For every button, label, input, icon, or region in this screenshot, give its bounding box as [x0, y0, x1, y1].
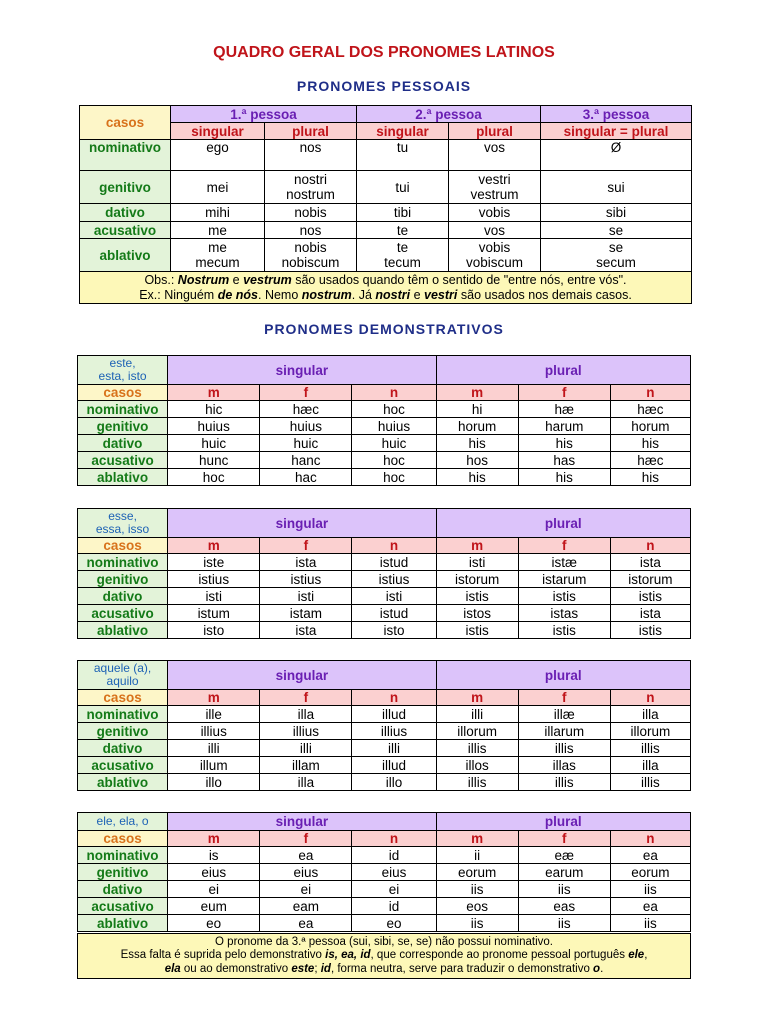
table-cell: huius: [352, 418, 436, 435]
gender-header: n: [610, 538, 690, 554]
case-label: ablativo: [78, 915, 168, 932]
table-cell: hoc: [168, 469, 260, 486]
table-cell: harum: [518, 418, 610, 435]
table-cell: nostri nostrum: [265, 171, 357, 204]
case-label: acusativo: [78, 605, 168, 622]
table-cell: illis: [518, 740, 610, 757]
plural-header: plural: [436, 661, 690, 690]
table-cell: hæc: [610, 452, 690, 469]
pronoun-label: esse, essa, isso: [78, 509, 168, 538]
gender-header: n: [352, 690, 436, 706]
number-header: singular: [171, 123, 265, 140]
demonstrative-note-table: [77, 933, 691, 979]
table-cell: isto: [352, 622, 436, 639]
table-cell: hoc: [352, 469, 436, 486]
table-cell: istud: [352, 554, 436, 571]
table-cell: eorum: [610, 864, 690, 881]
table-cell: tu: [357, 140, 449, 171]
table-cell: te: [357, 222, 449, 239]
table-cell: eius: [168, 864, 260, 881]
table-cell: vobis: [449, 204, 541, 222]
case-label: nominativo: [80, 140, 171, 171]
table-cell: hi: [436, 401, 518, 418]
table-cell: me: [171, 222, 265, 239]
personal-note: [80, 272, 692, 304]
note-text: O pronome da 3.ª pessoa (sui, sibi, se, se) não possui nominativo.: [215, 935, 553, 948]
table-cell: istud: [352, 605, 436, 622]
page-title: QUADRO GERAL DOS PRONOMES LATINOS: [213, 44, 555, 61]
table-cell: mei: [171, 171, 265, 204]
case-label: genitivo: [78, 418, 168, 435]
table-cell: hoc: [352, 401, 436, 418]
person-3-header: 3.ª pessoa: [541, 106, 692, 123]
table-cell: illius: [168, 723, 260, 740]
table-cell: nobis nobiscum: [265, 239, 357, 272]
note-emphasis: vestrum: [243, 273, 292, 287]
note-text: . Já: [351, 287, 376, 302]
case-label: ablativo: [80, 239, 171, 272]
table-cell: iis: [610, 881, 690, 898]
plural-header: plural: [436, 356, 690, 385]
note-text: Obs.:: [144, 273, 178, 287]
note-emphasis: nostri: [375, 287, 411, 302]
singular-header: singular: [168, 356, 436, 385]
table-cell: eo: [168, 915, 260, 932]
table-cell: istis: [610, 622, 690, 639]
case-label: acusativo: [78, 898, 168, 915]
note-emphasis: Nostrum: [177, 273, 230, 287]
table-cell: isti: [260, 588, 352, 605]
table-cell: illis: [518, 774, 610, 791]
table-cell: ei: [168, 881, 260, 898]
table-cell: ea: [260, 847, 352, 864]
table-cell: istos: [436, 605, 518, 622]
table-cell: vobis vobiscum: [449, 239, 541, 272]
case-label: nominativo: [78, 554, 168, 571]
table-cell: huic: [260, 435, 352, 452]
table-cell: illis: [436, 774, 518, 791]
table-cell: isti: [436, 554, 518, 571]
table-cell: illum: [168, 757, 260, 774]
table-cell: illius: [352, 723, 436, 740]
number-header: plural: [265, 123, 357, 140]
table-cell: iis: [436, 881, 518, 898]
note-emphasis: nostrum: [301, 287, 352, 302]
note-emphasis: id: [320, 962, 331, 975]
pronoun-label: aquele (a), aquilo: [78, 661, 168, 690]
table-cell: his: [518, 469, 610, 486]
case-label: dativo: [80, 204, 171, 222]
note-text: Ex.: Ninguém: [139, 287, 218, 302]
casos-header: casos: [78, 538, 168, 554]
table-cell: his: [436, 469, 518, 486]
gender-header: m: [168, 538, 260, 554]
table-cell: earum: [518, 864, 610, 881]
table-cell: his: [610, 435, 690, 452]
table-cell: ista: [610, 605, 690, 622]
note-emphasis: ela: [164, 962, 181, 975]
gender-header: f: [518, 385, 610, 401]
table-cell: eos: [436, 898, 518, 915]
table-cell: ii: [436, 847, 518, 864]
table-cell: te tecum: [357, 239, 449, 272]
case-label: genitivo: [78, 864, 168, 881]
plural-header: plural: [436, 509, 690, 538]
table-cell: iis: [610, 915, 690, 932]
table-cell: iis: [518, 881, 610, 898]
table-cell: tibi: [357, 204, 449, 222]
table-cell: ille: [168, 706, 260, 723]
casos-header: casos: [80, 106, 171, 140]
table-cell: huius: [168, 418, 260, 435]
table-cell: illis: [610, 740, 690, 757]
case-label: ablativo: [78, 469, 168, 486]
note-text: , que corresponde ao pronome pessoal português: [370, 949, 629, 962]
gender-header: n: [352, 831, 436, 847]
table-cell: eo: [352, 915, 436, 932]
table-cell: huic: [168, 435, 260, 452]
gender-header: m: [436, 385, 518, 401]
case-label: genitivo: [78, 723, 168, 740]
table-cell: nos: [265, 222, 357, 239]
note-text: . Nemo: [258, 287, 302, 302]
note-emphasis: este: [291, 962, 315, 975]
table-cell: istis: [436, 588, 518, 605]
note-text: ou ao demonstrativo: [180, 962, 292, 975]
table-cell: istas: [518, 605, 610, 622]
gender-header: f: [518, 690, 610, 706]
table-cell: istis: [610, 588, 690, 605]
table-cell: iis: [436, 915, 518, 932]
note-emphasis: vestri: [424, 287, 458, 302]
table-cell: illam: [260, 757, 352, 774]
demonstrative-table: [77, 660, 691, 791]
table-cell: se secum: [541, 239, 692, 272]
personal-pronouns-table: [79, 105, 692, 304]
table-cell: vos: [449, 140, 541, 171]
table-cell: hunc: [168, 452, 260, 469]
case-label: acusativo: [80, 222, 171, 239]
table-cell: ea: [610, 847, 690, 864]
table-cell: illis: [436, 740, 518, 757]
table-cell: illos: [436, 757, 518, 774]
gender-header: m: [436, 538, 518, 554]
table-cell: illarum: [518, 723, 610, 740]
table-cell: me mecum: [171, 239, 265, 272]
table-cell: istius: [168, 571, 260, 588]
note-text: são usados quando têm o sentido de "entre nós, entre vós".: [291, 273, 627, 287]
case-label: genitivo: [78, 571, 168, 588]
case-label: ablativo: [78, 774, 168, 791]
table-cell: illa: [610, 706, 690, 723]
table-cell: ista: [260, 554, 352, 571]
singular-header: singular: [168, 509, 436, 538]
table-cell: nos: [265, 140, 357, 171]
table-cell: hoc: [352, 452, 436, 469]
table-cell: hac: [260, 469, 352, 486]
table-cell: id: [352, 847, 436, 864]
table-cell: hos: [436, 452, 518, 469]
casos-header: casos: [78, 831, 168, 847]
case-label: nominativo: [78, 847, 168, 864]
gender-header: f: [518, 538, 610, 554]
table-cell: eæ: [518, 847, 610, 864]
singular-header: singular: [168, 813, 436, 831]
table-cell: hæc: [610, 401, 690, 418]
table-cell: ei: [260, 881, 352, 898]
table-cell: istius: [352, 571, 436, 588]
table-cell: illi: [352, 740, 436, 757]
case-label: acusativo: [78, 757, 168, 774]
table-cell: his: [610, 469, 690, 486]
table-cell: iis: [518, 915, 610, 932]
table-cell: illa: [610, 757, 690, 774]
table-cell: istorum: [436, 571, 518, 588]
note-text: ,: [644, 949, 648, 962]
table-cell: istorum: [610, 571, 690, 588]
gender-header: n: [610, 690, 690, 706]
case-label: dativo: [78, 435, 168, 452]
table-cell: vos: [449, 222, 541, 239]
table-cell: illas: [518, 757, 610, 774]
gender-header: n: [352, 538, 436, 554]
note-text: .: [600, 962, 604, 975]
table-cell: illa: [260, 774, 352, 791]
note-text: e: [229, 273, 244, 287]
table-cell: eius: [260, 864, 352, 881]
casos-header: casos: [78, 385, 168, 401]
demonstrative-heading: PRONOMES DEMONSTRATIVOS: [264, 321, 504, 337]
case-label: dativo: [78, 588, 168, 605]
demonstrative-table: [77, 355, 691, 486]
note-text: ;: [314, 962, 321, 975]
note-text: , forma neutra, serve para traduzir o demonstrativo: [330, 962, 594, 975]
table-cell: eius: [352, 864, 436, 881]
table-cell: illorum: [436, 723, 518, 740]
gender-header: n: [610, 831, 690, 847]
table-cell: istum: [168, 605, 260, 622]
table-cell: istis: [436, 622, 518, 639]
table-cell: ea: [610, 898, 690, 915]
gender-header: n: [352, 385, 436, 401]
table-cell: ista: [610, 554, 690, 571]
table-cell: sui: [541, 171, 692, 204]
table-cell: is: [168, 847, 260, 864]
gender-header: m: [168, 385, 260, 401]
table-cell: illis: [610, 774, 690, 791]
note-text: são usados nos demais casos.: [457, 287, 632, 302]
table-cell: hanc: [260, 452, 352, 469]
person-1-header: 1.ª pessoa: [171, 106, 357, 123]
table-cell: istius: [260, 571, 352, 588]
table-cell: isti: [352, 588, 436, 605]
gender-header: f: [260, 538, 352, 554]
case-label: nominativo: [78, 706, 168, 723]
table-cell: has: [518, 452, 610, 469]
table-cell: ei: [352, 881, 436, 898]
table-cell: illud: [352, 757, 436, 774]
case-label: genitivo: [80, 171, 171, 204]
table-cell: tui: [357, 171, 449, 204]
table-cell: istæ: [518, 554, 610, 571]
table-cell: illorum: [610, 723, 690, 740]
note-emphasis: is, ea, id: [325, 949, 371, 962]
table-cell: huius: [260, 418, 352, 435]
table-cell: eas: [518, 898, 610, 915]
table-cell: illa: [260, 706, 352, 723]
gender-header: n: [610, 385, 690, 401]
table-cell: illo: [352, 774, 436, 791]
table-cell: id: [352, 898, 436, 915]
pronoun-label: ele, ela, o: [78, 813, 168, 831]
table-cell: eam: [260, 898, 352, 915]
table-cell: illæ: [518, 706, 610, 723]
demonstrative-table: [77, 508, 691, 639]
personal-heading: PRONOMES PESSOAIS: [296, 78, 472, 94]
table-cell: illius: [260, 723, 352, 740]
table-cell: eum: [168, 898, 260, 915]
number-header: singular = plural: [541, 123, 692, 140]
casos-header: casos: [78, 690, 168, 706]
table-cell: ea: [260, 915, 352, 932]
table-cell: ego: [171, 140, 265, 171]
table-cell: vestri vestrum: [449, 171, 541, 204]
note-emphasis: o: [593, 962, 601, 975]
table-cell: illud: [352, 706, 436, 723]
case-label: acusativo: [78, 452, 168, 469]
singular-header: singular: [168, 661, 436, 690]
table-cell: eorum: [436, 864, 518, 881]
note-emphasis: ele: [628, 949, 645, 962]
gender-header: f: [260, 385, 352, 401]
table-cell: iste: [168, 554, 260, 571]
demonstrative-note: [78, 934, 691, 979]
case-label: dativo: [78, 881, 168, 898]
table-cell: huic: [352, 435, 436, 452]
table-cell: istarum: [518, 571, 610, 588]
gender-header: m: [168, 831, 260, 847]
table-cell: illi: [168, 740, 260, 757]
gender-header: m: [168, 690, 260, 706]
person-2-header: 2.ª pessoa: [357, 106, 541, 123]
table-cell: Ø: [541, 140, 692, 171]
pronoun-label: este, esta, isto: [78, 356, 168, 385]
note-text: Essa falta é suprida pelo demonstrativo: [120, 949, 326, 962]
plural-header: plural: [436, 813, 690, 831]
table-cell: his: [436, 435, 518, 452]
gender-header: f: [260, 690, 352, 706]
case-label: ablativo: [78, 622, 168, 639]
table-cell: hic: [168, 401, 260, 418]
number-header: singular: [357, 123, 449, 140]
case-label: dativo: [78, 740, 168, 757]
table-cell: nobis: [265, 204, 357, 222]
table-cell: illi: [260, 740, 352, 757]
note-text: e: [410, 287, 425, 302]
table-cell: hæ: [518, 401, 610, 418]
table-cell: horum: [436, 418, 518, 435]
case-label: nominativo: [78, 401, 168, 418]
note-emphasis: de nós: [217, 287, 258, 302]
table-cell: ista: [260, 622, 352, 639]
table-cell: mihi: [171, 204, 265, 222]
table-cell: his: [518, 435, 610, 452]
table-cell: se: [541, 222, 692, 239]
demonstrative-table: [77, 812, 691, 932]
table-cell: illi: [436, 706, 518, 723]
table-cell: isto: [168, 622, 260, 639]
table-cell: istis: [518, 588, 610, 605]
gender-header: f: [260, 831, 352, 847]
gender-header: m: [436, 831, 518, 847]
number-header: plural: [449, 123, 541, 140]
table-cell: isti: [168, 588, 260, 605]
table-cell: istis: [518, 622, 610, 639]
gender-header: m: [436, 690, 518, 706]
gender-header: f: [518, 831, 610, 847]
table-cell: sibi: [541, 204, 692, 222]
table-cell: illo: [168, 774, 260, 791]
table-cell: istam: [260, 605, 352, 622]
table-cell: hæc: [260, 401, 352, 418]
table-cell: horum: [610, 418, 690, 435]
